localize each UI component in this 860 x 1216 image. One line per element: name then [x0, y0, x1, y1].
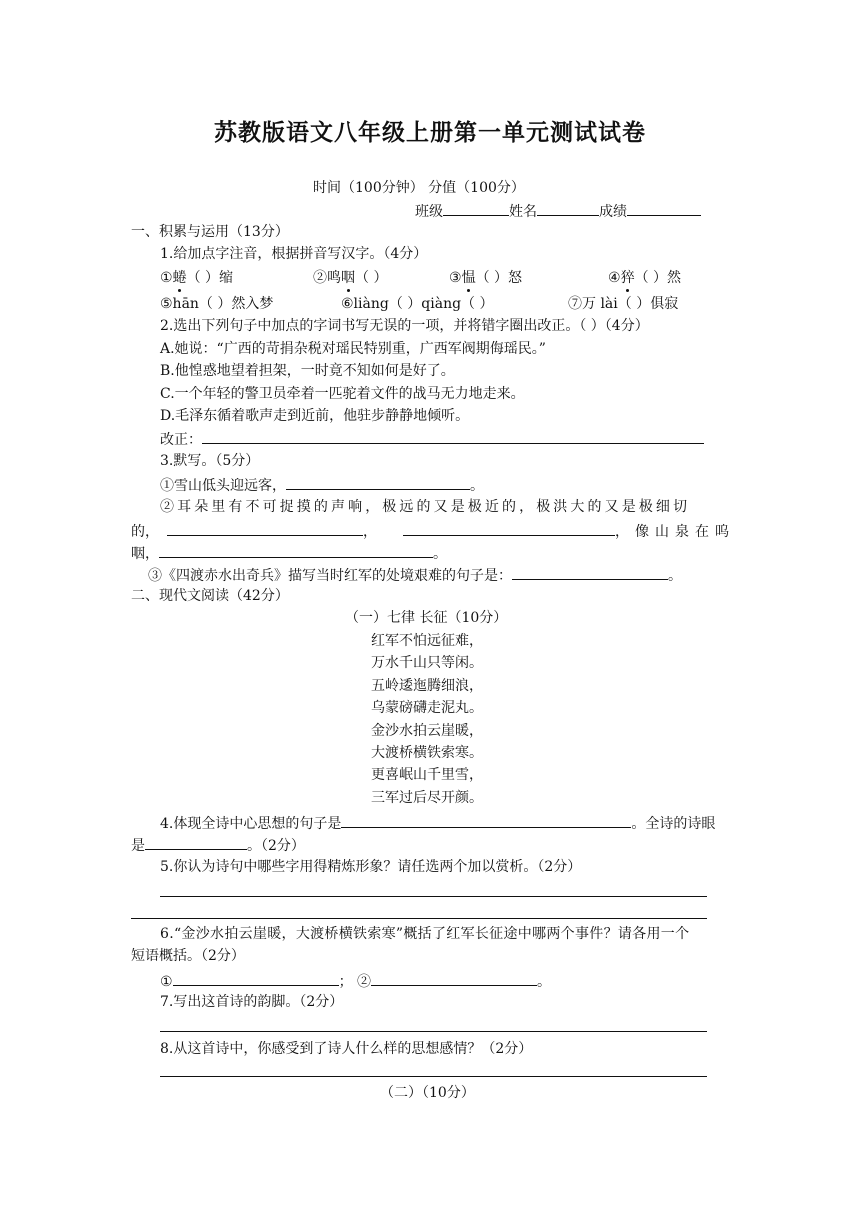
q1-item-2: ②鸣咽（ ）	[313, 270, 388, 286]
dotted-char: 咽	[341, 270, 355, 286]
q6-blank-2[interactable]	[371, 970, 537, 986]
q2-prompt: 2.选出下列句子中加点的字词书写无误的一项，并将错字圈出改正。（ ）（4分）	[160, 318, 649, 334]
q4-blank-2[interactable]	[145, 834, 247, 850]
name-label: 姓名	[509, 204, 537, 220]
q2-option-b: B.他惶惑地望着担架，一时竟不知如何是好了。	[160, 363, 455, 379]
q7-answer-line[interactable]	[160, 1031, 707, 1032]
grade-label: 成绩	[599, 204, 627, 220]
q1-item-4: ④猝（ ）然	[608, 270, 682, 286]
q6-line-b: 短语概括。（2分）	[131, 948, 245, 964]
poem-title: （一）七律 长征（10分）	[345, 610, 508, 626]
poem-line: 三军过后尽开颜。	[371, 789, 483, 806]
q4-line-a: 4.体现全诗中心思想的句子是 。全诗的诗眼	[160, 812, 715, 834]
q2-correction: 改正：	[160, 428, 704, 450]
q3-blank-4[interactable]	[159, 542, 433, 558]
q6-blank-1[interactable]	[173, 970, 339, 986]
q3-line2c: 咽， 。	[131, 542, 447, 564]
q3-line3: ③《四渡赤水出奇兵》描写当时红军的处境艰难的句子是： 。	[148, 564, 682, 586]
q6-line-a: 6.“金沙水拍云崖暖，大渡桥横铁索寒”概括了红军长征途中哪两个事件？请各用一个	[160, 926, 690, 942]
q3-line2b: 的， ， ，像山泉在呜	[131, 520, 731, 542]
poem-line: 乌蒙磅礴走泥丸。	[371, 700, 483, 717]
dotted-char: 猝	[620, 270, 635, 286]
q3-line1: ①雪山低头迎远客， 。	[160, 474, 484, 496]
q1-item-3: ③愠（ ）怒	[449, 270, 523, 286]
q4-blank-1[interactable]	[341, 812, 631, 828]
poem-line: 红军不怕远征难，	[371, 633, 483, 649]
q5-answer-line-2[interactable]	[131, 918, 707, 919]
q6-line-c: ① ； ② 。	[160, 970, 551, 992]
q2-option-a: A.她说：“广西的苛捐杂税对瑶民特别重，广西军阀期侮瑶民。”	[160, 341, 546, 357]
q1-item-1: ①蜷（ ）缩	[160, 270, 234, 286]
page-title: 苏教版语文八年级上册第一单元测试试卷	[214, 119, 646, 146]
q1-item-7: ⑦万 lài（ ）俱寂	[568, 296, 679, 312]
q3-blank-3[interactable]	[403, 520, 615, 536]
q5-prompt: 5.你认为诗句中哪些字用得精炼形象？请任选两个加以赏析。（2分）	[160, 859, 582, 875]
dotted-char: 愠	[461, 270, 476, 286]
q7-prompt: 7.写出这首诗的韵脚。（2分）	[160, 994, 344, 1010]
q3-line2a: ②耳朵里有不可捉摸的声响，极远的又是极近的，极洪大的又是极细切	[160, 499, 691, 515]
dotted-char: 蜷	[172, 270, 187, 286]
class-blank[interactable]	[443, 200, 509, 216]
q1-item-6: ⑥liàng（ ）qiàng（ ）	[341, 296, 494, 312]
correction-blank[interactable]	[202, 428, 704, 444]
q8-prompt: 8.从这首诗中，你感受到了诗人什么样的思想感情？（2分）	[160, 1041, 533, 1057]
student-info-line	[415, 200, 701, 222]
poem-line: 金沙水拍云崖暖，	[371, 722, 483, 739]
q1-item-5: ⑤hān（ ）然入梦	[160, 296, 274, 312]
q4-line-b: 是 。（2分）	[131, 834, 305, 856]
part2-heading: （二）（10分）	[380, 1085, 475, 1101]
q5-answer-line-1[interactable]	[160, 896, 707, 897]
poem-line: 大渡桥横铁索寒。	[371, 744, 483, 761]
poem-line: 万水千山只等闲。	[371, 655, 483, 672]
q3-prompt: 3.默写。（5分）	[160, 453, 260, 469]
name-blank[interactable]	[537, 200, 599, 216]
q3-blank-5[interactable]	[512, 564, 668, 580]
q8-answer-line[interactable]	[160, 1076, 707, 1077]
poem-body	[371, 631, 483, 810]
q1-prompt: 1.给加点字注音，根据拼音写汉字。（4分）	[160, 246, 428, 262]
section1-heading: 一、积累与运用（13分）	[131, 224, 289, 240]
q2-option-c: C.一个年轻的警卫员牵着一匹驼着文件的战马无力地走来。	[160, 386, 525, 402]
grade-blank[interactable]	[627, 200, 701, 216]
class-label: 班级	[415, 204, 443, 220]
q3-blank-1[interactable]	[286, 474, 470, 490]
q3-blank-2[interactable]	[167, 520, 363, 536]
poem-line: 五岭逶迤腾细浪，	[371, 677, 483, 694]
section2-heading: 二、现代文阅读（42分）	[131, 588, 289, 604]
time-score-line: 时间（100分钟） 分值（100分）	[313, 180, 525, 196]
poem-line: 更喜岷山千里雪，	[371, 767, 483, 784]
q2-option-d: D.毛泽东循着歌声走到近前，他驻步静静地倾听。	[160, 408, 470, 424]
